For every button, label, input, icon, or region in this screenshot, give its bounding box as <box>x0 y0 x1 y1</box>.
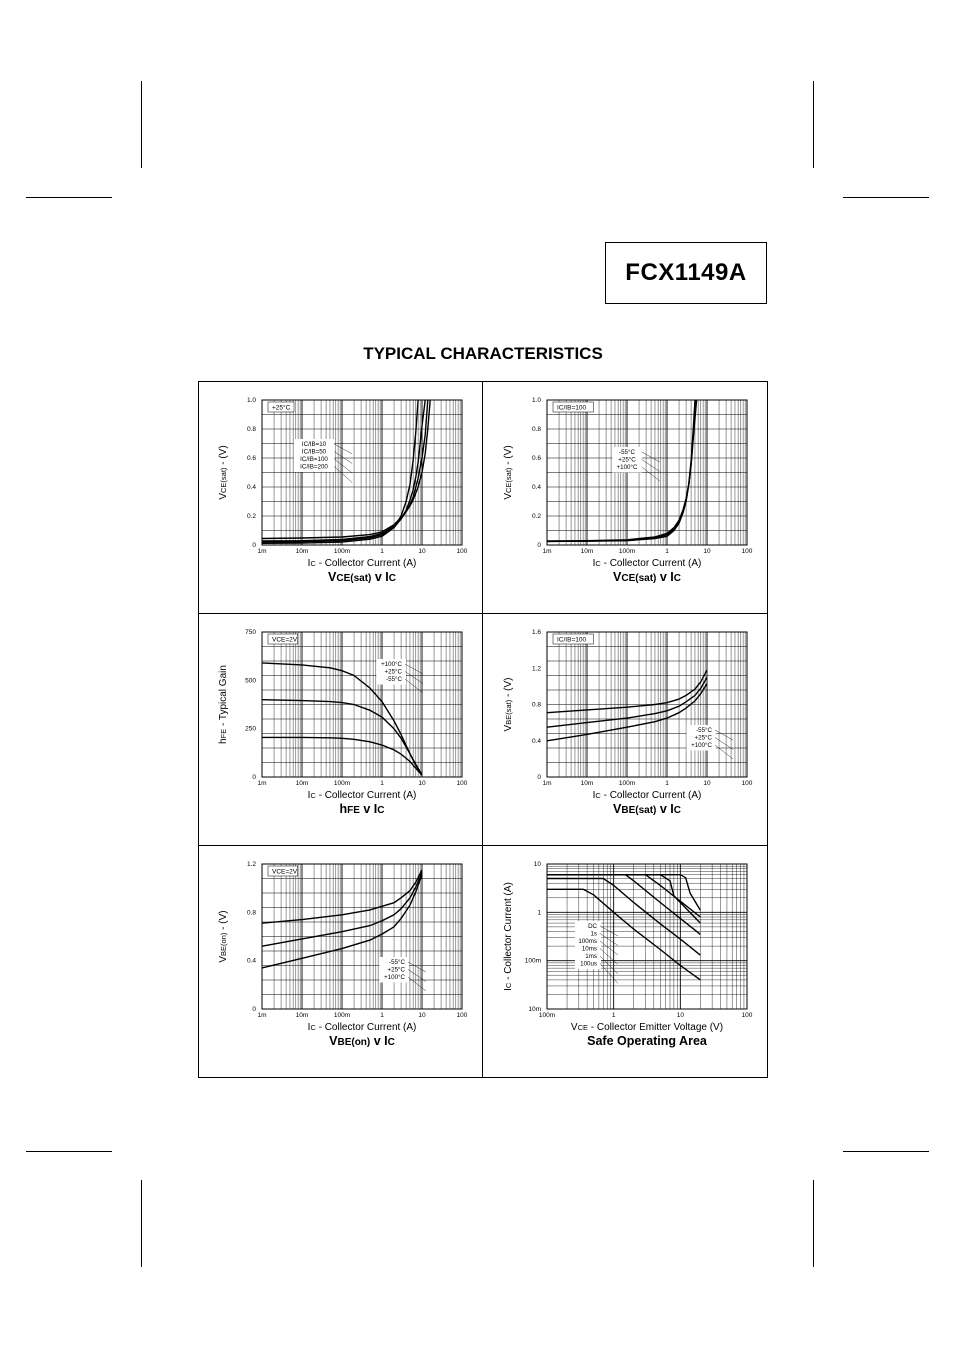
y-tick-label: 0 <box>537 774 541 781</box>
chart-grid <box>198 381 768 1078</box>
legend-entry: +100°C <box>691 742 712 749</box>
x-tick-label: 100m <box>333 548 351 555</box>
plot-grid <box>262 632 462 777</box>
y-axis-label: IC - Collector Current (A) <box>503 882 514 991</box>
y-axis-label: VBE(sat) - (V) <box>503 677 514 732</box>
x-tick-label: 100m <box>333 1012 351 1019</box>
legend-entry: +25°C <box>387 966 405 974</box>
legend-leader <box>334 452 352 464</box>
y-tick-label: 0.4 <box>531 484 541 491</box>
x-tick-label: 1 <box>380 548 384 555</box>
y-tick-label: 0.8 <box>246 909 256 917</box>
condition-label: IC/IB=100 <box>557 636 587 644</box>
x-axis-label: VCE - Collector Emitter Voltage (V) <box>570 1022 724 1033</box>
x-tick-label: 100m <box>618 548 636 555</box>
x-tick-label: 1m <box>542 780 552 787</box>
x-tick-label: 1m <box>257 780 267 787</box>
chart-caption: VCE(sat) v IC <box>613 570 681 584</box>
x-tick-label: 100 <box>456 780 468 787</box>
x-tick-label: 1m <box>542 548 552 555</box>
y-tick-label: 1.2 <box>246 861 256 868</box>
plot-grid <box>262 864 462 1009</box>
legend-leader <box>408 962 426 972</box>
legend-entry: +25°C <box>694 734 712 742</box>
legend-leader <box>600 926 618 936</box>
y-tick-label: 1.0 <box>246 397 256 404</box>
legend-leader <box>600 941 618 955</box>
legend-entry: -55°C <box>389 959 405 966</box>
legend-leader <box>600 934 618 946</box>
condition-label: +25°C <box>272 404 291 412</box>
legend-leader <box>334 444 352 454</box>
x-tick-label: 10 <box>676 1012 684 1019</box>
y-tick-label: 0.2 <box>246 513 256 520</box>
series-line-2 <box>262 400 425 542</box>
condition-label: IC/IB=100 <box>557 404 587 412</box>
chart-caption: VBE(sat) v IC <box>613 802 681 816</box>
x-tick-label: 100 <box>456 548 468 555</box>
x-tick-label: 10 <box>418 780 426 787</box>
y-tick-label: 10m <box>528 1006 541 1013</box>
chart-vcesat_ic_temp <box>483 381 768 613</box>
y-axis-label: hFE - Typical Gain <box>218 665 229 744</box>
legend-entry: +100°C <box>384 974 405 981</box>
crop-mark <box>141 81 142 168</box>
legend-entry: +25°C <box>384 668 402 676</box>
chart-vcesat_ic_ratio <box>198 381 483 613</box>
condition-label: VCE=2V <box>272 636 298 644</box>
chart-caption: Safe Operating Area <box>587 1034 707 1048</box>
y-tick-label: 0.4 <box>531 737 541 745</box>
legend-entry: IC/IB=10 <box>301 441 327 448</box>
legend-entry: +25°C <box>618 456 636 464</box>
plot-grid <box>547 400 747 545</box>
x-tick-label: 1m <box>257 548 267 555</box>
legend-leader <box>334 459 352 473</box>
y-tick-label: 10 <box>533 861 541 868</box>
chart-hfe_ic <box>198 613 483 845</box>
y-tick-label: 0.2 <box>531 513 541 520</box>
x-tick-label: 100m <box>618 780 636 787</box>
plot-grid <box>262 400 462 545</box>
legend-entry: IC/IB=50 <box>301 448 327 456</box>
y-axis-label: VBE(on) - (V) <box>218 910 229 963</box>
legend-leader <box>715 730 733 740</box>
x-tick-label: 10 <box>703 548 711 555</box>
plot-grid <box>547 632 747 777</box>
chart-soa <box>483 845 768 1077</box>
x-tick-label: 100 <box>741 1012 753 1019</box>
x-tick-label: 100 <box>741 780 753 787</box>
chart-vbesat_ic <box>483 613 768 845</box>
part-number: FCX1149A <box>625 259 747 286</box>
x-tick-label: 10m <box>295 1012 309 1019</box>
x-tick-label: 100m <box>333 780 351 787</box>
page-heading: TYPICAL CHARACTERISTICS <box>363 344 603 363</box>
x-axis-label: IC - Collector Current (A) <box>307 790 417 801</box>
y-tick-label: 1.6 <box>531 629 541 636</box>
x-tick-label: 10m <box>580 548 594 555</box>
y-tick-label: 750 <box>245 629 256 636</box>
chart-caption: hFE v IC <box>339 802 385 816</box>
legend-entry: 100us <box>580 960 597 968</box>
y-tick-label: 0.8 <box>246 426 256 433</box>
crop-mark <box>843 1151 929 1152</box>
x-tick-label: 10m <box>295 548 309 555</box>
legend-entry: -55°C <box>386 676 402 683</box>
series-line-3 <box>262 400 428 541</box>
y-axis-label: VCE(sat) - (V) <box>218 445 229 500</box>
part-number-box <box>605 242 767 304</box>
legend-leader <box>715 745 733 759</box>
y-tick-label: 0.4 <box>246 484 256 491</box>
x-tick-label: 1 <box>380 1012 384 1019</box>
crop-mark <box>813 1180 814 1267</box>
y-tick-label: 1.0 <box>531 397 541 404</box>
x-tick-label: 1 <box>611 1012 616 1019</box>
legend-leader <box>334 467 352 483</box>
y-tick-label: 100m <box>524 957 541 965</box>
y-tick-label: 0.8 <box>531 426 541 433</box>
y-tick-label: 0.4 <box>246 957 256 965</box>
x-tick-label: 10 <box>418 1012 426 1019</box>
crop-mark <box>141 1180 142 1267</box>
legend-entry: -55°C <box>619 449 635 456</box>
condition-label: VCE=2V <box>272 868 298 876</box>
legend-entry: DC <box>588 923 597 930</box>
y-tick-label: 500 <box>245 677 256 685</box>
y-tick-label: 0.8 <box>531 701 541 709</box>
legend-leader <box>642 452 660 462</box>
y-tick-label: 0 <box>252 542 256 549</box>
legend-leader <box>642 467 660 481</box>
x-tick-label: 1 <box>380 780 384 787</box>
legend-entry: +100°C <box>616 464 638 471</box>
legend-entry: 1s <box>590 930 597 938</box>
chart-caption: VBE(on) v IC <box>329 1034 395 1048</box>
legend-leader <box>600 949 618 965</box>
legend-entry: 1ms <box>585 953 597 960</box>
y-tick-label: 1 <box>537 909 541 917</box>
legend-entry: 100ms <box>578 938 597 945</box>
legend-entry: IC/IB=200 <box>300 463 328 471</box>
crop-mark <box>843 197 929 198</box>
chart-caption: VCE(sat) v IC <box>328 570 396 584</box>
x-axis-label: IC - Collector Current (A) <box>307 1022 417 1033</box>
x-tick-label: 1m <box>257 1012 267 1019</box>
x-tick-label: 100m <box>538 1012 556 1019</box>
x-axis-label: IC - Collector Current (A) <box>592 790 702 801</box>
y-tick-label: 0.6 <box>246 455 256 462</box>
legend-leader <box>642 460 660 472</box>
x-axis-label: IC - Collector Current (A) <box>307 558 417 569</box>
crop-mark <box>26 1151 112 1152</box>
series-line-4 <box>262 400 430 539</box>
legend-leader <box>600 964 618 984</box>
x-tick-label: 100 <box>456 1012 468 1019</box>
x-tick-label: 10m <box>580 780 594 787</box>
x-tick-label: 10m <box>295 780 309 787</box>
y-tick-label: 0 <box>252 774 256 781</box>
legend-leader <box>408 977 426 991</box>
x-tick-label: 10 <box>418 548 426 555</box>
y-tick-label: 1.2 <box>531 665 541 673</box>
chart-vbeon_ic <box>198 845 483 1077</box>
crop-mark <box>813 81 814 168</box>
y-tick-label: 0 <box>252 1006 256 1013</box>
x-axis-label: IC - Collector Current (A) <box>592 558 702 569</box>
y-tick-label: 0.6 <box>531 455 541 462</box>
x-tick-label: 100 <box>741 548 753 555</box>
x-tick-label: 1 <box>665 548 669 555</box>
y-axis-label: VCE(sat) - (V) <box>503 445 514 500</box>
x-tick-label: 1 <box>665 780 669 787</box>
legend-entry: 10ms <box>581 945 597 953</box>
legend-entry: IC/IB=100 <box>300 456 328 463</box>
x-tick-label: 10 <box>703 780 711 787</box>
y-tick-label: 0 <box>537 542 541 549</box>
crop-mark <box>26 197 112 198</box>
y-tick-label: 250 <box>245 725 256 733</box>
legend-entry: -55°C <box>696 727 712 734</box>
legend-entry: +100°C <box>381 661 402 668</box>
